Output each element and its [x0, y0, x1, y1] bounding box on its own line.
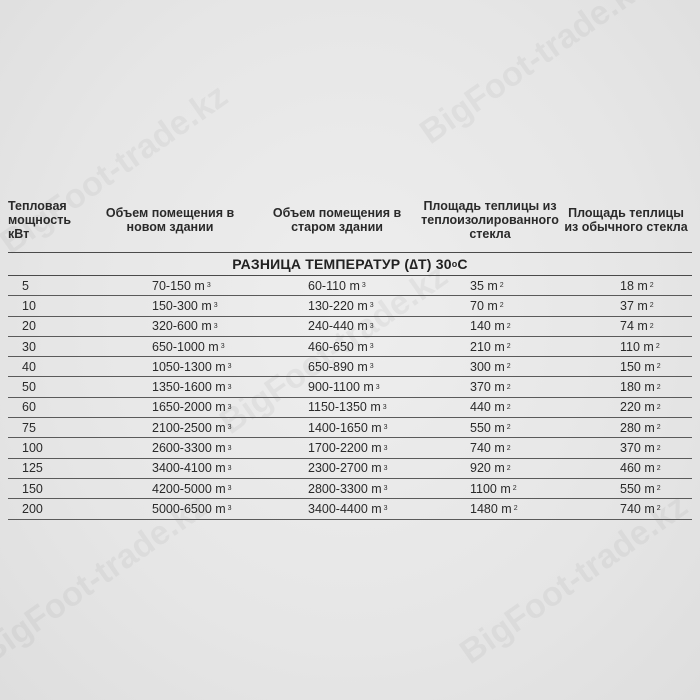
- cell-insulated-greenhouse-area: [420, 340, 560, 354]
- cell-value: 1650-2000 m: [152, 400, 226, 415]
- cell-new-building-volume: [86, 461, 254, 475]
- cell-value: 2600-3300 m: [152, 441, 226, 456]
- cell-regular-greenhouse-area: [560, 400, 692, 414]
- cell-new-building-volume: [86, 441, 254, 455]
- unit-superscript: 2: [649, 302, 654, 310]
- cell-regular-greenhouse-area: [560, 340, 692, 354]
- cell-value: 1400-1650 m: [308, 420, 382, 435]
- unit-superscript: 3: [220, 343, 225, 351]
- cell-new-building-volume: [86, 279, 254, 293]
- cell-new-building-volume: [86, 400, 254, 414]
- cell-value: 650-890 m: [308, 359, 368, 374]
- cell-regular-greenhouse-area: [560, 380, 692, 394]
- unit-superscript: 2: [499, 302, 504, 310]
- cell-value: 70 m: [470, 298, 498, 313]
- watermark: [413, 0, 655, 152]
- cell-value: 150: [22, 481, 43, 496]
- cell-value: 920 m: [470, 461, 505, 476]
- cell-old-building-volume: [254, 461, 420, 475]
- cell-value: 4200-5000 m: [152, 481, 226, 496]
- table-row: [8, 357, 692, 377]
- cell-value: 740 m: [470, 441, 505, 456]
- cell-insulated-greenhouse-area: [420, 441, 560, 455]
- cell-insulated-greenhouse-area: [420, 380, 560, 394]
- cell-old-building-volume: [254, 340, 420, 354]
- cell-old-building-volume: [254, 482, 420, 496]
- cell-value: 550 m: [620, 481, 655, 496]
- table-body: [8, 276, 692, 520]
- unit-superscript: 2: [499, 282, 504, 290]
- unit-superscript: 2: [656, 485, 661, 493]
- cell-power: [8, 340, 86, 354]
- cell-insulated-greenhouse-area: [420, 360, 560, 374]
- unit-superscript: 3: [382, 403, 387, 411]
- unit-superscript: 3: [383, 464, 388, 472]
- unit-superscript: 2: [506, 403, 511, 411]
- unit-superscript: 2: [506, 424, 511, 432]
- unit-superscript: 3: [369, 322, 374, 330]
- cell-value: 440 m: [470, 400, 505, 415]
- cell-value: 60: [22, 400, 36, 415]
- unit-superscript: 2: [656, 464, 661, 472]
- cell-value: 1700-2200 m: [308, 441, 382, 456]
- cell-value: 1050-1300 m: [152, 359, 226, 374]
- banner-suffix: C: [457, 256, 468, 272]
- cell-regular-greenhouse-area: [560, 360, 692, 374]
- unit-superscript: 2: [656, 505, 661, 513]
- cell-old-building-volume: [254, 502, 420, 516]
- cell-value: 35 m: [470, 278, 498, 293]
- cell-value: 75: [22, 420, 36, 435]
- cell-new-building-volume: [86, 299, 254, 313]
- unit-superscript: 3: [383, 444, 388, 452]
- unit-superscript: 3: [227, 424, 232, 432]
- cell-old-building-volume: [254, 279, 420, 293]
- unit-superscript: 2: [506, 444, 511, 452]
- cell-insulated-greenhouse-area: [420, 279, 560, 293]
- unit-superscript: 2: [506, 383, 511, 391]
- cell-power: [8, 279, 86, 293]
- cell-old-building-volume: [254, 441, 420, 455]
- table-header: [8, 190, 692, 250]
- cell-new-building-volume: [86, 421, 254, 435]
- unit-superscript: 3: [369, 363, 374, 371]
- cell-value: 110 m: [620, 339, 654, 354]
- table-row: [8, 377, 692, 397]
- cell-value: 5000-6500 m: [152, 501, 226, 516]
- unit-superscript: 2: [506, 464, 511, 472]
- cell-value: 740 m: [620, 501, 655, 516]
- unit-superscript: 3: [213, 322, 218, 330]
- cell-power: [8, 380, 86, 394]
- cell-value: 280 m: [620, 420, 655, 435]
- cell-value: 1150-1350 m: [308, 400, 381, 415]
- cell-power: [8, 400, 86, 414]
- unit-superscript: 3: [375, 383, 380, 391]
- cell-value: 2800-3300 m: [308, 481, 382, 496]
- table-row: [8, 296, 692, 316]
- unit-superscript: 2: [649, 282, 654, 290]
- unit-superscript: 3: [383, 424, 388, 432]
- cell-power: [8, 441, 86, 455]
- cell-value: 3400-4100 m: [152, 461, 226, 476]
- cell-value: 2100-2500 m: [152, 420, 226, 435]
- cell-value: 10: [22, 298, 36, 313]
- cell-value: 100: [22, 441, 43, 456]
- cell-new-building-volume: [86, 482, 254, 496]
- unit-superscript: 3: [206, 282, 211, 290]
- cell-value: 460 m: [620, 461, 655, 476]
- unit-superscript: 2: [656, 383, 661, 391]
- cell-value: 70-150 m: [152, 278, 205, 293]
- unit-superscript: 3: [369, 302, 374, 310]
- table-row: [8, 459, 692, 479]
- cell-regular-greenhouse-area: [560, 299, 692, 313]
- unit-superscript: 3: [383, 505, 388, 513]
- unit-superscript: 2: [656, 424, 661, 432]
- unit-superscript: 3: [213, 302, 218, 310]
- cell-regular-greenhouse-area: [560, 502, 692, 516]
- cell-value: 300 m: [470, 359, 505, 374]
- cell-old-building-volume: [254, 319, 420, 333]
- cell-power: [8, 482, 86, 496]
- header-regular-greenhouse: Площадь теплицы из обычного стекла: [564, 206, 688, 234]
- cell-value: 370 m: [620, 441, 655, 456]
- cell-new-building-volume: [86, 360, 254, 374]
- table-row: [8, 438, 692, 458]
- unit-superscript: 3: [383, 485, 388, 493]
- table-row: [8, 418, 692, 438]
- cell-regular-greenhouse-area: [560, 482, 692, 496]
- cell-new-building-volume: [86, 319, 254, 333]
- header-new-building: Объем помещения в новом здании: [105, 206, 235, 234]
- cell-value: 150 m: [620, 359, 655, 374]
- cell-insulated-greenhouse-area: [420, 461, 560, 475]
- cell-value: 650-1000 m: [152, 339, 219, 354]
- unit-superscript: 2: [513, 505, 518, 513]
- banner-text: РАЗНИЦА ТЕМПЕРАТУР (∆T) 30: [232, 256, 452, 272]
- cell-value: 130-220 m: [308, 298, 368, 313]
- cell-insulated-greenhouse-area: [420, 400, 560, 414]
- cell-value: 370 m: [470, 380, 505, 395]
- cell-old-building-volume: [254, 400, 420, 414]
- unit-superscript: 3: [227, 464, 232, 472]
- cell-old-building-volume: [254, 380, 420, 394]
- cell-insulated-greenhouse-area: [420, 421, 560, 435]
- cell-value: 74 m: [620, 319, 648, 334]
- cell-regular-greenhouse-area: [560, 421, 692, 435]
- cell-power: [8, 461, 86, 475]
- cell-regular-greenhouse-area: [560, 461, 692, 475]
- cell-value: 3400-4400 m: [308, 501, 382, 516]
- cell-regular-greenhouse-area: [560, 279, 692, 293]
- cell-power: [8, 360, 86, 374]
- cell-value: 240-440 m: [308, 319, 368, 334]
- cell-value: 140 m: [470, 319, 505, 334]
- cell-old-building-volume: [254, 421, 420, 435]
- unit-superscript: 2: [656, 403, 661, 411]
- cell-old-building-volume: [254, 360, 420, 374]
- unit-superscript: 3: [227, 363, 232, 371]
- table-row: [8, 317, 692, 337]
- heat-output-table: [8, 190, 692, 520]
- cell-value: 20: [22, 319, 36, 334]
- unit-superscript: 3: [227, 403, 232, 411]
- cell-value: 30: [22, 339, 36, 354]
- cell-old-building-volume: [254, 299, 420, 313]
- cell-value: 220 m: [620, 400, 655, 415]
- cell-insulated-greenhouse-area: [420, 299, 560, 313]
- table-row: [8, 398, 692, 418]
- cell-value: 5: [22, 278, 29, 293]
- cell-regular-greenhouse-area: [560, 319, 692, 333]
- cell-value: 125: [22, 461, 43, 476]
- unit-superscript: 2: [656, 444, 661, 452]
- unit-superscript: 3: [227, 505, 232, 513]
- unit-superscript: 2: [512, 485, 517, 493]
- cell-value: 18 m: [620, 278, 648, 293]
- header-power: Тепловая мощность кВт: [8, 199, 72, 241]
- unit-superscript: 2: [506, 363, 511, 371]
- cell-new-building-volume: [86, 502, 254, 516]
- banner-degree: о: [451, 259, 458, 269]
- cell-power: [8, 299, 86, 313]
- cell-value: 320-600 m: [152, 319, 212, 334]
- cell-power: [8, 421, 86, 435]
- header-old-building: Объем помещения в старом здании: [272, 206, 402, 234]
- unit-superscript: 2: [649, 322, 654, 330]
- cell-insulated-greenhouse-area: [420, 482, 560, 496]
- unit-superscript: 3: [369, 343, 374, 351]
- cell-value: 550 m: [470, 420, 505, 435]
- cell-value: 900-1100 m: [308, 380, 374, 395]
- unit-superscript: 3: [361, 282, 366, 290]
- cell-new-building-volume: [86, 340, 254, 354]
- cell-value: 150-300 m: [152, 298, 212, 313]
- cell-regular-greenhouse-area: [560, 441, 692, 455]
- unit-superscript: 3: [227, 444, 232, 452]
- cell-value: 2300-2700 m: [308, 461, 382, 476]
- unit-superscript: 3: [227, 485, 232, 493]
- unit-superscript: 2: [506, 322, 511, 330]
- cell-insulated-greenhouse-area: [420, 319, 560, 333]
- temperature-difference-banner: [8, 252, 692, 276]
- cell-value: 180 m: [620, 380, 655, 395]
- unit-superscript: 2: [655, 343, 660, 351]
- cell-power: [8, 502, 86, 516]
- cell-value: 37 m: [620, 298, 648, 313]
- cell-value: 40: [22, 359, 36, 374]
- header-insulated-greenhouse: Площадь теплицы из теплоизолированного стекла: [421, 199, 559, 241]
- cell-insulated-greenhouse-area: [420, 502, 560, 516]
- table-row: [8, 479, 692, 499]
- cell-value: 1350-1600 m: [152, 380, 226, 395]
- table-row: [8, 337, 692, 357]
- cell-new-building-volume: [86, 380, 254, 394]
- cell-value: 50: [22, 380, 36, 395]
- unit-superscript: 2: [506, 343, 511, 351]
- cell-value: 1100 m: [470, 481, 511, 496]
- cell-value: 60-110 m: [308, 278, 360, 293]
- table-row: [8, 499, 692, 519]
- cell-value: 1480 m: [470, 501, 512, 516]
- cell-value: 200: [22, 501, 43, 516]
- cell-value: 210 m: [470, 339, 505, 354]
- cell-power: [8, 319, 86, 333]
- cell-value: 460-650 m: [308, 339, 368, 354]
- unit-superscript: 3: [227, 383, 232, 391]
- table-row: [8, 276, 692, 296]
- unit-superscript: 2: [656, 363, 661, 371]
